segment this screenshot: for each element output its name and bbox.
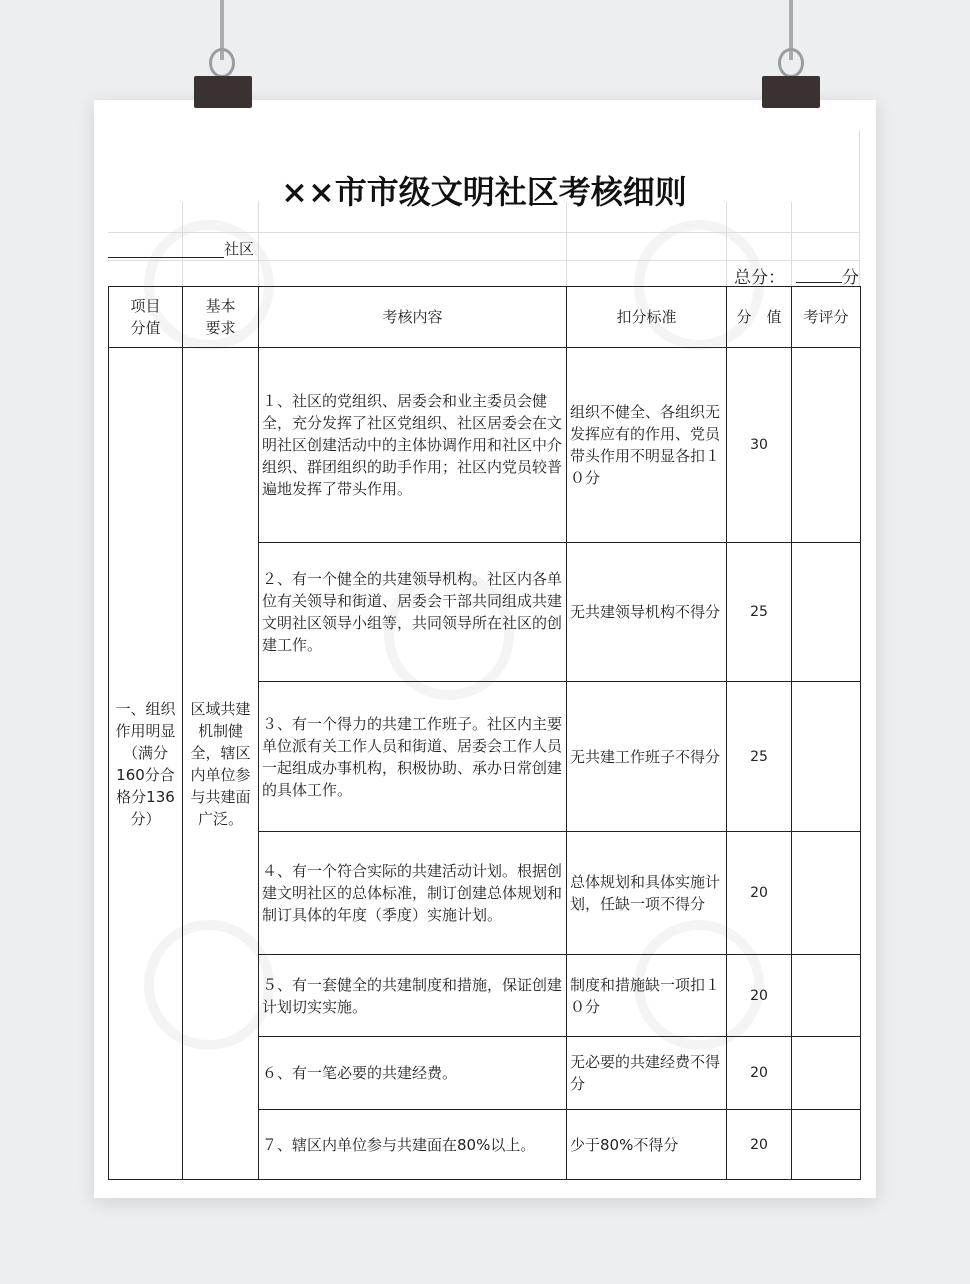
score-cell: 20 [727, 1110, 792, 1180]
header-eval: 考评分 [792, 287, 861, 348]
eval-cell[interactable] [792, 1110, 861, 1180]
content-cell: ２、有一个健全的共建领导机构。社区内各单位有关领导和街道、居委会干部共同组成共建文明社区领导小组等，共同领导所在社区的创建工作。 [259, 543, 567, 682]
score-cell: 25 [727, 682, 792, 832]
binder-clip-left-icon [194, 76, 252, 108]
community-row [108, 232, 860, 261]
content-cell: ３、有一个得力的共建工作班子。社区内主要单位派有关工作人员和街道、居委会工作人员一起组成办事机构，积极协助、承办日常创建的具体工作。 [259, 682, 567, 832]
header-score: 分 值 [727, 287, 792, 348]
eval-cell[interactable] [792, 832, 861, 955]
total-score-unit: 分 [842, 268, 859, 288]
criteria-cell: 无共建领导机构不得分 [567, 543, 727, 682]
section-basic-cell: 区域共建机制健全，辖区内单位参与共建面广泛。 [183, 348, 259, 1180]
score-cell: 25 [727, 543, 792, 682]
criteria-cell: 少于80%不得分 [567, 1110, 727, 1180]
community-name-blank[interactable] [108, 232, 224, 258]
score-cell: 20 [727, 955, 792, 1037]
total-score-label: 总分： [734, 268, 785, 288]
criteria-cell: 无共建工作班子不得分 [567, 682, 727, 832]
score-cell: 20 [727, 1037, 792, 1110]
header-content: 考核内容 [259, 287, 567, 348]
total-score-row [108, 260, 860, 286]
paper-sheet [94, 100, 876, 1198]
total-score-blank[interactable] [796, 260, 842, 283]
table-header-row [109, 287, 861, 348]
eval-cell[interactable] [792, 955, 861, 1037]
eval-cell[interactable] [792, 543, 861, 682]
header-item: 项目 分值 [109, 287, 183, 348]
clip-ring-left-icon [209, 48, 235, 78]
page-title: ××市市级文明社区考核细则 [108, 160, 860, 233]
eval-cell[interactable] [792, 682, 861, 832]
community-label: 社区 [224, 240, 255, 258]
table-row [109, 348, 861, 543]
criteria-cell: 无必要的共建经费不得分 [567, 1037, 727, 1110]
content-cell: １、社区的党组织、居委会和业主委员会健全，充分发挥了社区党组织、社区居委会在文明社区创建活动中的主体协调作用和社区中介组织、群团组织的助手作用；社区内党员较普遍地发挥了带头作用。 [259, 348, 567, 543]
content-cell: ７、辖区内单位参与共建面在80%以上。 [259, 1110, 567, 1180]
criteria-cell: 组织不健全、各组织无发挥应有的作用、党员带头作用不明显各扣１０分 [567, 348, 727, 543]
header-basic: 基本 要求 [183, 287, 259, 348]
clip-ring-right-icon [778, 48, 804, 78]
criteria-cell: 制度和措施缺一项扣１０分 [567, 955, 727, 1037]
binder-clip-right-icon [762, 76, 820, 108]
assessment-table [108, 286, 861, 1180]
score-cell: 20 [727, 832, 792, 955]
score-cell: 30 [727, 348, 792, 543]
content-cell: ６、有一笔必要的共建经费。 [259, 1037, 567, 1110]
content-cell: ４、有一个符合实际的共建活动计划。根据创建文明社区的总体标准，制订创建总体规划和制订具体的年度（季度）实施计划。 [259, 832, 567, 955]
eval-cell[interactable] [792, 1037, 861, 1110]
criteria-cell: 总体规划和具体实施计划，任缺一项不得分 [567, 832, 727, 955]
section-item-cell: 一、组织作用明显（满分160分合格分136分） [109, 348, 183, 1180]
content-cell: ５、有一套健全的共建制度和措施，保证创建计划切实实施。 [259, 955, 567, 1037]
eval-cell[interactable] [792, 348, 861, 543]
header-criteria: 扣分标准 [567, 287, 727, 348]
